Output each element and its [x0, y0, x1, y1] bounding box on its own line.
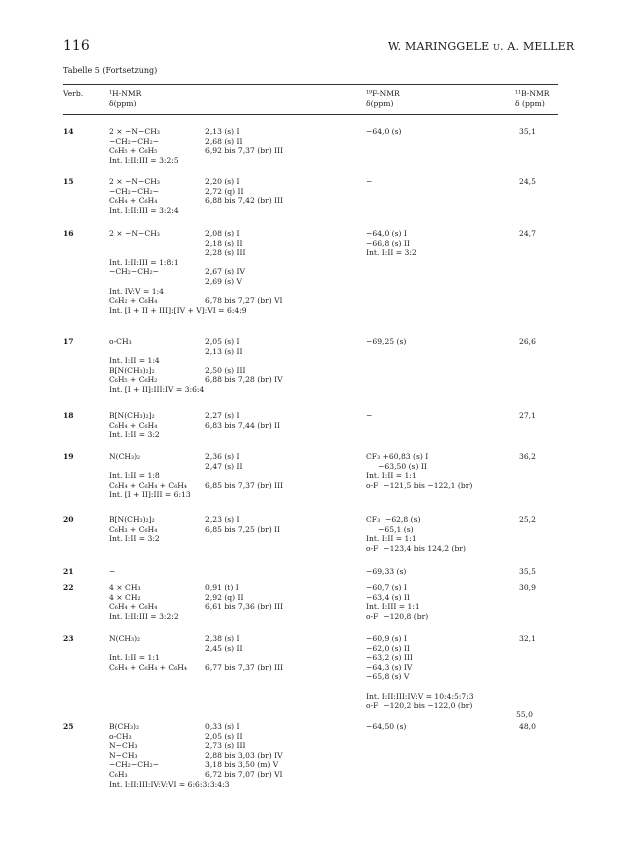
h-nmr-line: [109, 430, 280, 440]
h-nmr-group: Int. [I + II]:III = 6:13: [109, 490, 191, 500]
f-nmr-line: o-F −120,2 bis −122,0 (br): [366, 701, 473, 711]
f-nmr-line: Int. I:II:III:IV:V = 10:4:5:7:3: [366, 691, 474, 701]
h-nmr-group: o-CH₃: [109, 731, 132, 741]
h-nmr-group: Int. I:II:III = 3:2:2: [109, 611, 179, 621]
compound-number: 23: [63, 634, 74, 643]
header-verb-label: Verb.: [63, 89, 84, 98]
h-nmr-group: −CH₂−CH₂−: [109, 760, 160, 770]
b-nmr-value: 25,2: [519, 515, 536, 524]
h-nmr-shift: 2,69 (s) V: [205, 276, 243, 286]
h-nmr-line: [109, 732, 283, 742]
h-nmr-shift: 6,72 bis 7,07 (br) VI: [205, 769, 283, 779]
b-nmr-value: 35,5: [519, 567, 536, 576]
b-nmr-value: 26,6: [519, 337, 536, 346]
h-nmr-line: [109, 490, 283, 500]
h-nmr-line: [109, 567, 205, 577]
compound-number: 17: [63, 337, 74, 346]
h-nmr-group: N−CH₃: [109, 741, 138, 751]
h-nmr-line: [109, 127, 283, 137]
h-nmr-group: o-CH₃: [109, 337, 132, 346]
h-nmr-line: [109, 239, 283, 249]
header-b-nmr: [515, 89, 550, 109]
h-nmr-group: C₆H₃ + C₆H₄: [109, 524, 158, 534]
compound-number: 15: [63, 177, 74, 186]
b-nmr-value: 30,9: [519, 583, 536, 592]
f-nmr-line: o-F −121,5 bis −122,1 (br): [366, 480, 473, 490]
h-nmr-shift: 3,18 bis 3,50 (m) V: [205, 760, 279, 770]
b-nmr-cell: [519, 177, 536, 187]
table-caption: Tabelle 5 (Fortsetzung): [63, 66, 158, 75]
h-nmr-line: [109, 751, 283, 761]
h-nmr-group: N−CH₃: [109, 750, 138, 760]
h-nmr-shift: 2,38 (s) I: [205, 634, 240, 643]
b-nmr-value: 27,1: [519, 411, 536, 420]
f-nmr-line: o-F −120,8 (br): [366, 611, 429, 621]
h-nmr-shift: 6,88 bis 7,42 (br) III: [205, 196, 284, 206]
h-nmr-shift: 6,77 bis 7,37 (br) III: [205, 662, 284, 672]
h-nmr-cell: [109, 567, 205, 577]
compound-number: 18: [63, 411, 74, 420]
f-nmr-line: −64,50 (s): [366, 722, 407, 731]
h-nmr-shift: 2,27 (s) I: [205, 411, 240, 420]
h-nmr-line: [109, 471, 283, 481]
h-nmr-line: [109, 287, 283, 297]
f-nmr-cell: [366, 634, 474, 711]
b-nmr-cell: [519, 722, 536, 732]
header-verb: [63, 89, 83, 99]
h-nmr-shift: 2,92 (q) II: [205, 592, 244, 602]
header-h-nmr: [109, 89, 141, 109]
h-nmr-line: [109, 385, 283, 395]
h-nmr-cell: [109, 583, 283, 621]
h-nmr-line: [109, 248, 283, 258]
h-nmr-group: C₆H₃: [109, 769, 128, 779]
h-nmr-shift: 2,72 (q) II: [205, 186, 244, 196]
h-nmr-line: [109, 462, 283, 472]
compound-number: 22: [63, 583, 74, 592]
b-nmr-cell: [519, 515, 536, 525]
h-nmr-group: 4 × CH₂: [109, 592, 141, 602]
h-nmr-cell: [109, 411, 280, 440]
h-nmr-group: C₆H₄ + C₆H₄ + C₆H₄: [109, 662, 187, 672]
h-nmr-group: C₆H₄ + C₆H₄ + C₆H₄: [109, 480, 187, 490]
f-nmr-cell: [366, 583, 428, 621]
header-b-nmr-title: ¹¹B-NMR: [515, 89, 550, 98]
compound-number: 16: [63, 229, 74, 238]
h-nmr-shift: 2,20 (s) I: [205, 177, 240, 186]
h-nmr-shift: 2,45 (s) II: [205, 643, 243, 653]
h-nmr-line: [109, 583, 283, 593]
h-nmr-cell: [109, 452, 283, 500]
h-nmr-shift: 2,68 (s) II: [205, 136, 243, 146]
h-nmr-shift: 6,78 bis 7,27 (br) VI: [205, 296, 283, 306]
h-nmr-group: 2 × −N−CH₃: [109, 177, 160, 186]
f-nmr-line: Int. I:II = 1:1: [366, 534, 417, 544]
h-nmr-shift: 2,67 (s) IV: [205, 267, 246, 277]
running-head: W. MARINGGELE u. A. MELLER: [388, 40, 575, 53]
h-nmr-shift: 2,23 (s) I: [205, 515, 240, 524]
header-f-nmr-unit: δ(ppm): [366, 99, 394, 108]
h-nmr-group: C₆H₂ + C₆H₄: [109, 296, 158, 306]
h-nmr-cell: [109, 177, 283, 215]
f-nmr-line: Int. I:II = 3:2: [366, 248, 417, 258]
h-nmr-cell: [109, 722, 283, 789]
h-nmr-group: Int. I:II:III = 1:8:1: [109, 257, 179, 267]
h-nmr-group: Int. I:II:III:IV:V:VI = 6:6:3:3:4:3: [109, 779, 230, 789]
b-nmr-value-extra: 55,0: [516, 710, 533, 719]
h-nmr-group: Int. I:II = 3:2: [109, 430, 160, 440]
h-nmr-shift: 6,83 bis 7,44 (br) II: [205, 420, 281, 430]
b-nmr-value: 24,5: [519, 177, 536, 186]
f-nmr-line: −64,0 (s) I: [366, 229, 407, 238]
h-nmr-group: C₆H₄ + C₆H₄: [109, 420, 158, 430]
h-nmr-line: [109, 177, 283, 187]
header-h-nmr-unit: δ(ppm): [109, 99, 137, 108]
f-nmr-line: −: [366, 411, 373, 420]
h-nmr-group: C₆H₅ + C₆H₂: [109, 375, 158, 385]
h-nmr-group: Int. I:II = 1:8: [109, 471, 160, 481]
h-nmr-shift: 2,28 (s) III: [205, 248, 246, 258]
h-nmr-line: [109, 258, 283, 268]
h-nmr-line: [109, 421, 280, 431]
h-nmr-line: [109, 347, 283, 357]
h-nmr-line: [109, 356, 283, 366]
h-nmr-line: [109, 741, 283, 751]
h-nmr-line: [109, 187, 283, 197]
f-nmr-line: o-F −123,4 bis 124,2 (br): [366, 543, 466, 553]
compound-number: 14: [63, 127, 74, 136]
compound-number: 19: [63, 452, 74, 461]
h-nmr-group: C₆H₄ + C₆H₄: [109, 196, 158, 206]
h-nmr-group: Int. I:II = 1:1: [109, 653, 160, 663]
h-nmr-group: Int. I:II:III = 3:2:4: [109, 205, 179, 215]
h-nmr-cell: [109, 515, 280, 544]
h-nmr-shift: 2,05 (s) II: [205, 731, 243, 741]
h-nmr-line: [109, 653, 283, 663]
h-nmr-group: N(CH₃)₂: [109, 452, 141, 461]
b-nmr-cell: [519, 411, 536, 421]
h-nmr-group: −CH₂−CH₂−: [109, 136, 160, 146]
b-nmr-value: 35,1: [519, 127, 536, 136]
h-nmr-shift: 2,13 (s) II: [205, 346, 243, 356]
f-nmr-line: −69,25 (s): [366, 337, 407, 346]
f-nmr-cell: [366, 127, 402, 137]
f-nmr-line: −69,33 (s): [366, 567, 407, 576]
f-nmr-cell: [366, 411, 372, 421]
h-nmr-shift: 6,88 bis 7,28 (br) IV: [205, 375, 283, 385]
b-nmr-value: 32,1: [519, 634, 536, 643]
f-nmr-line: Int. I:II = 1:1: [366, 471, 417, 481]
f-nmr-line: −60,7 (s) I: [366, 583, 407, 592]
f-nmr-cell: [366, 177, 372, 187]
page-number: 116: [63, 38, 90, 54]
f-nmr-cell: [366, 567, 406, 577]
h-nmr-cell: [109, 337, 283, 395]
f-nmr-cell: [366, 515, 466, 553]
h-nmr-line: [109, 267, 283, 277]
h-nmr-shift: 6,85 bis 7,25 (br) II: [205, 524, 281, 534]
f-nmr-cell: [366, 229, 417, 258]
h-nmr-line: [109, 306, 283, 316]
h-nmr-group: Int. [I + II]:III:IV = 3:6:4: [109, 384, 205, 394]
h-nmr-line: [109, 515, 280, 525]
h-nmr-line: [109, 481, 283, 491]
h-nmr-line: [109, 602, 283, 612]
h-nmr-line: [109, 411, 280, 421]
f-nmr-line: −62,0 (s) II: [366, 643, 410, 653]
f-nmr-line: −60,9 (s) I: [366, 634, 407, 643]
h-nmr-line: [109, 337, 283, 347]
h-nmr-cell: [109, 127, 283, 165]
h-nmr-shift: 2,47 (s) II: [205, 461, 243, 471]
f-nmr-cell: [366, 337, 406, 347]
h-nmr-line: [109, 137, 283, 147]
table-top-rule: [63, 84, 558, 85]
h-nmr-group: B[N(CH₃)₂]₂: [109, 515, 155, 524]
b-nmr-value: 24,7: [519, 229, 536, 238]
f-nmr-line: −64,0 (s): [366, 127, 402, 136]
h-nmr-shift: 2,73 (s) III: [205, 741, 246, 751]
h-nmr-group: B[N(CH₃)₂]₂: [109, 411, 155, 420]
f-nmr-line: −63,50 (s) II: [366, 461, 427, 471]
h-nmr-line: [109, 634, 283, 644]
header-f-nmr: [366, 89, 400, 109]
h-nmr-cell: [109, 229, 283, 315]
table-header-rule: [63, 114, 558, 115]
h-nmr-shift: 2,08 (s) I: [205, 229, 240, 238]
h-nmr-group: N(CH₃)₂: [109, 634, 141, 643]
header-b-nmr-unit: δ (ppm): [515, 99, 545, 108]
h-nmr-group: 2 × −N−CH₃: [109, 127, 160, 136]
f-nmr-line: −63,4 (s) II: [366, 592, 410, 602]
h-nmr-shift: 6,61 bis 7,36 (br) III: [205, 602, 284, 612]
f-nmr-line: [366, 682, 474, 692]
f-nmr-line: −63,2 (s) III: [366, 653, 413, 663]
h-nmr-group: Int. I:II = 3:2: [109, 534, 160, 544]
h-nmr-shift: 2,88 bis 3,03 (br) IV: [205, 750, 283, 760]
h-nmr-group: Int. IV:V = 1:4: [109, 286, 164, 296]
h-nmr-shift: 2,05 (s) I: [205, 337, 240, 346]
h-nmr-line: [109, 375, 283, 385]
f-nmr-line: −: [366, 177, 373, 186]
h-nmr-group: Int. [I + II + III]:[IV + V]:VI = 6:4:9: [109, 305, 247, 315]
f-nmr-line: −64,3 (s) IV: [366, 662, 413, 672]
h-nmr-group: −CH₂−CH₂−: [109, 186, 160, 196]
h-nmr-group: 4 × CH₃: [109, 583, 141, 592]
f-nmr-cell: [366, 452, 472, 490]
h-nmr-line: [109, 612, 283, 622]
b-nmr-value: 48,0: [519, 722, 536, 731]
h-nmr-shift: 6,92 bis 7,37 (br) III: [205, 146, 284, 156]
h-nmr-group: C₆H₄ + C₆H₄: [109, 602, 158, 612]
h-nmr-cell: [109, 634, 283, 672]
h-nmr-line: [109, 366, 283, 376]
h-nmr-line: [109, 277, 283, 287]
h-nmr-line: [109, 663, 283, 673]
compound-number: 25: [63, 722, 74, 731]
h-nmr-line: [109, 525, 280, 535]
f-nmr-line: −65,1 (s): [366, 524, 414, 534]
h-nmr-shift: 0,91 (t) I: [205, 583, 239, 592]
h-nmr-line: [109, 156, 283, 166]
f-nmr-line: −66,8 (s) II: [366, 238, 410, 248]
compound-number: 21: [63, 567, 74, 576]
h-nmr-group: Int. I:II:III = 3:2:5: [109, 155, 179, 165]
h-nmr-line: [109, 296, 283, 306]
header-f-nmr-title: ¹⁹F-NMR: [366, 89, 400, 98]
f-nmr-line: CF₃ −62,8 (s): [366, 515, 421, 524]
f-nmr-line: −65,8 (s) V: [366, 672, 410, 682]
b-nmr-cell: [519, 337, 536, 347]
h-nmr-line: [109, 644, 283, 654]
h-nmr-group: C₆H₅ + C₆H₅: [109, 146, 158, 156]
h-nmr-group: −: [109, 567, 116, 576]
b-nmr-cell: [516, 634, 536, 719]
h-nmr-line: [109, 229, 283, 239]
header-h-nmr-title: ¹H-NMR: [109, 89, 142, 98]
h-nmr-shift: 2,18 (s) II: [205, 238, 243, 248]
h-nmr-shift: 2,50 (s) III: [205, 365, 246, 375]
compound-number: 20: [63, 515, 74, 524]
h-nmr-shift: 2,36 (s) I: [205, 452, 240, 461]
h-nmr-group: B[N(CH₃)₂]₂: [109, 365, 155, 375]
h-nmr-line: [109, 146, 283, 156]
f-nmr-cell: [366, 722, 406, 732]
h-nmr-line: [109, 770, 283, 780]
b-nmr-cell: [519, 229, 536, 239]
b-nmr-cell: [519, 583, 536, 593]
b-nmr-cell: [519, 127, 536, 137]
h-nmr-line: [109, 452, 283, 462]
h-nmr-line: [109, 722, 283, 732]
h-nmr-shift: 0,33 (s) I: [205, 722, 240, 731]
f-nmr-line: Int. I:III = 1:1: [366, 602, 420, 612]
h-nmr-line: [109, 593, 283, 603]
h-nmr-shift: 2,13 (s) I: [205, 127, 240, 136]
h-nmr-line: [109, 196, 283, 206]
h-nmr-group: −CH₂−CH₂−: [109, 267, 160, 277]
h-nmr-line: [109, 780, 283, 790]
h-nmr-line: [109, 534, 280, 544]
h-nmr-group: Int. I:II = 1:4: [109, 356, 160, 366]
h-nmr-line: [109, 206, 283, 216]
b-nmr-cell: [519, 567, 536, 577]
b-nmr-value: 36,2: [519, 452, 536, 461]
h-nmr-line: [109, 760, 283, 770]
b-nmr-cell: [519, 452, 536, 462]
f-nmr-line: CF₃ +60,83 (s) I: [366, 452, 429, 461]
h-nmr-group: B(CH₃)₂: [109, 722, 140, 731]
h-nmr-shift: 6,85 bis 7,37 (br) III: [205, 480, 284, 490]
h-nmr-group: 2 × −N−CH₃: [109, 229, 160, 238]
